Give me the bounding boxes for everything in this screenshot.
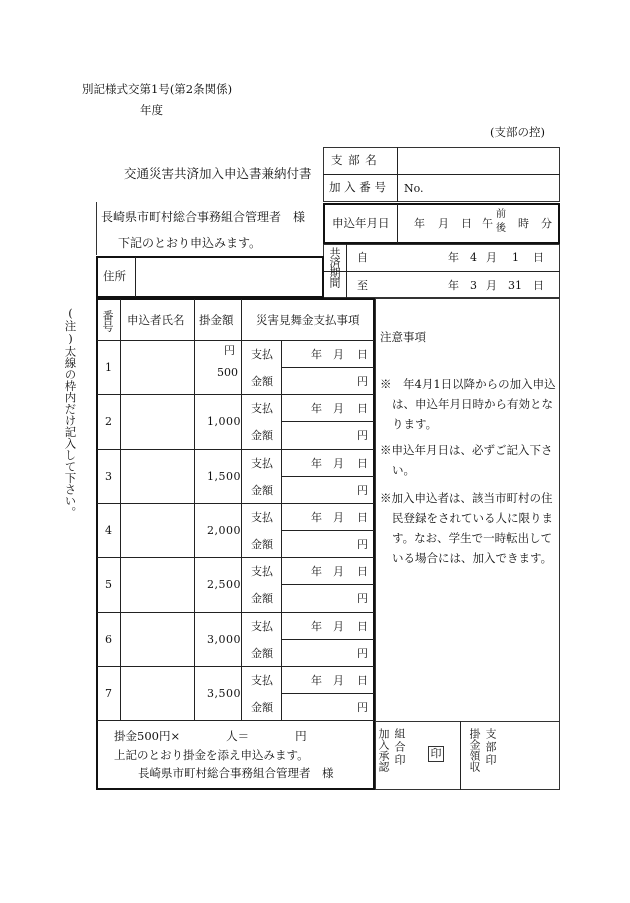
- branch-seal-label: 支部印: [484, 728, 497, 767]
- copy-label: (支部の控): [490, 125, 545, 139]
- applicant-name-field[interactable]: [122, 396, 192, 446]
- payment-day[interactable]: 日: [357, 511, 368, 524]
- payment-day[interactable]: 日: [357, 620, 368, 633]
- header-name: 申込者氏名: [127, 313, 185, 327]
- side-note: (注)太線の枠内だけ記入して下さい。: [63, 306, 78, 518]
- payment-year[interactable]: 年: [311, 674, 322, 687]
- header-payment: 災害見舞金支払事項: [256, 313, 360, 327]
- payment-label: 支払: [251, 348, 273, 361]
- payment-day[interactable]: 日: [357, 402, 368, 415]
- amount-yen[interactable]: 円: [357, 592, 368, 605]
- union-approval-label: 加入承認: [377, 728, 390, 772]
- payment-year[interactable]: 年: [311, 457, 322, 470]
- payment-year[interactable]: 年: [311, 620, 322, 633]
- payment-month[interactable]: 月: [333, 348, 344, 361]
- payment-month[interactable]: 月: [333, 620, 344, 633]
- app-day[interactable]: 日: [461, 217, 472, 230]
- app-hour[interactable]: 時: [518, 217, 529, 230]
- applicant-name-field[interactable]: [122, 342, 192, 392]
- fee-amount: 1,000: [207, 415, 241, 428]
- payment-day[interactable]: 日: [357, 457, 368, 470]
- fiscal-year-label: 年度: [140, 103, 163, 117]
- fee-amount: 500: [217, 366, 238, 379]
- intro-text: 下記のとおり申込みます。: [118, 236, 262, 250]
- row-number: 2: [105, 415, 112, 428]
- amount-label: 金額: [251, 701, 273, 714]
- member-number-field[interactable]: No.: [404, 182, 424, 195]
- payment-month[interactable]: 月: [333, 402, 344, 415]
- header-fee: 掛金額: [199, 313, 234, 327]
- payment-month[interactable]: 月: [333, 457, 344, 470]
- footer-addressee: 長崎県市町村総合事務組合管理者 様: [138, 766, 334, 780]
- payment-month[interactable]: 月: [333, 674, 344, 687]
- note-2: ※申込年月日は、必ずご記入下さい。: [380, 443, 553, 477]
- amount-label: 金額: [251, 484, 273, 497]
- form-title: 交通災害共済加入申込書兼納付書: [124, 166, 312, 181]
- period-from-day: 日: [533, 251, 544, 264]
- payment-label: 支払: [251, 511, 273, 524]
- amount-yen[interactable]: 円: [357, 647, 368, 660]
- applicant-name-field[interactable]: [122, 614, 192, 664]
- applicant-name-field[interactable]: [122, 668, 192, 718]
- fee-amount: 3,000: [207, 633, 241, 646]
- period-to-day-num: 31: [508, 279, 522, 292]
- row-number: 5: [105, 578, 112, 591]
- fee-amount: 1,500: [207, 470, 241, 483]
- footer-text: 上記のとおり掛金を添え申込みます。: [114, 748, 309, 762]
- payment-month[interactable]: 月: [333, 511, 344, 524]
- payment-label: 支払: [251, 565, 273, 578]
- applicant-name-field[interactable]: [122, 505, 192, 555]
- branch-name-field[interactable]: [400, 149, 557, 172]
- union-seal-stamp[interactable]: 印: [428, 746, 444, 762]
- amount-yen[interactable]: 円: [357, 375, 368, 388]
- amount-yen[interactable]: 円: [357, 538, 368, 551]
- row-number: 7: [105, 687, 112, 700]
- fee-receipt-label: 掛金領収: [468, 728, 481, 772]
- app-am[interactable]: 前: [496, 209, 506, 220]
- payment-label: 支払: [251, 620, 273, 633]
- period-from-label: 自: [357, 251, 368, 264]
- payment-label: 支払: [251, 457, 273, 470]
- period-from-month-num: 4: [470, 251, 477, 264]
- period-to-month-num: 3: [470, 279, 477, 292]
- member-number-label: 加 入 番 号: [329, 180, 386, 194]
- address-field[interactable]: [138, 259, 321, 295]
- notes-title: 注意事項: [380, 330, 426, 344]
- branch-seal-area[interactable]: [504, 725, 556, 786]
- note-1: ※ 年4月1日以降からの加入申込は、申込年月日時から有効となります。: [380, 377, 556, 431]
- application-date-label: 申込年月日: [332, 216, 390, 230]
- fee-amount: 2,500: [207, 578, 241, 591]
- yen-unit: 円: [224, 344, 235, 357]
- period-to-month: 月: [486, 279, 497, 292]
- app-ampm: 午: [482, 217, 493, 230]
- footer-formula: 掛金500円× 人＝ 円: [114, 729, 307, 743]
- payment-month[interactable]: 月: [333, 565, 344, 578]
- amount-yen[interactable]: 円: [357, 701, 368, 714]
- fee-amount: 3,500: [207, 687, 241, 700]
- amount-label: 金額: [251, 592, 273, 605]
- addressee: 長崎県市町村総合事務組合管理者 様: [101, 210, 306, 224]
- row-number: 1: [105, 361, 112, 374]
- fee-amount: 2,000: [207, 524, 241, 537]
- period-label: 共済期間: [328, 247, 341, 287]
- payment-day[interactable]: 日: [357, 565, 368, 578]
- payment-day[interactable]: 日: [357, 674, 368, 687]
- period-from-month: 月: [486, 251, 497, 264]
- amount-label: 金額: [251, 375, 273, 388]
- app-minute[interactable]: 分: [541, 217, 552, 230]
- period-to-year: 年: [448, 279, 459, 292]
- period-from-day-num: 1: [512, 251, 519, 264]
- row-number: 6: [105, 633, 112, 646]
- period-from-year: 年: [448, 251, 459, 264]
- payment-year[interactable]: 年: [311, 565, 322, 578]
- row-number: 3: [105, 470, 112, 483]
- payment-label: 支払: [251, 674, 273, 687]
- payment-year[interactable]: 年: [311, 511, 322, 524]
- branch-name-label: 支 部 名: [331, 153, 378, 167]
- payment-year[interactable]: 年: [311, 348, 322, 361]
- amount-label: 金額: [251, 429, 273, 442]
- period-to-label: 至: [357, 279, 368, 292]
- period-to-day: 日: [533, 279, 544, 292]
- applicant-name-field[interactable]: [122, 559, 192, 609]
- note-3: ※加入申込者は、該当市町村の住民登録をされている人に限ります。なお、学生で一時転出している場合には、加入できます。: [380, 491, 553, 565]
- union-seal-label: 組合印: [393, 728, 406, 767]
- payment-day[interactable]: 日: [357, 348, 368, 361]
- amount-label: 金額: [251, 647, 273, 660]
- payment-year[interactable]: 年: [311, 402, 322, 415]
- payment-label: 支払: [251, 402, 273, 415]
- app-year[interactable]: 年: [414, 217, 425, 230]
- amount-yen[interactable]: 円: [357, 429, 368, 442]
- app-month[interactable]: 月: [438, 217, 449, 230]
- app-pm[interactable]: 後: [496, 223, 506, 234]
- applicant-name-field[interactable]: [122, 451, 192, 501]
- address-label: 住所: [103, 269, 126, 283]
- row-number: 4: [105, 524, 112, 537]
- header-number: 番号: [101, 310, 114, 332]
- amount-yen[interactable]: 円: [357, 484, 368, 497]
- form-number: 別記様式交第1号(第2条関係): [82, 82, 233, 96]
- amount-label: 金額: [251, 538, 273, 551]
